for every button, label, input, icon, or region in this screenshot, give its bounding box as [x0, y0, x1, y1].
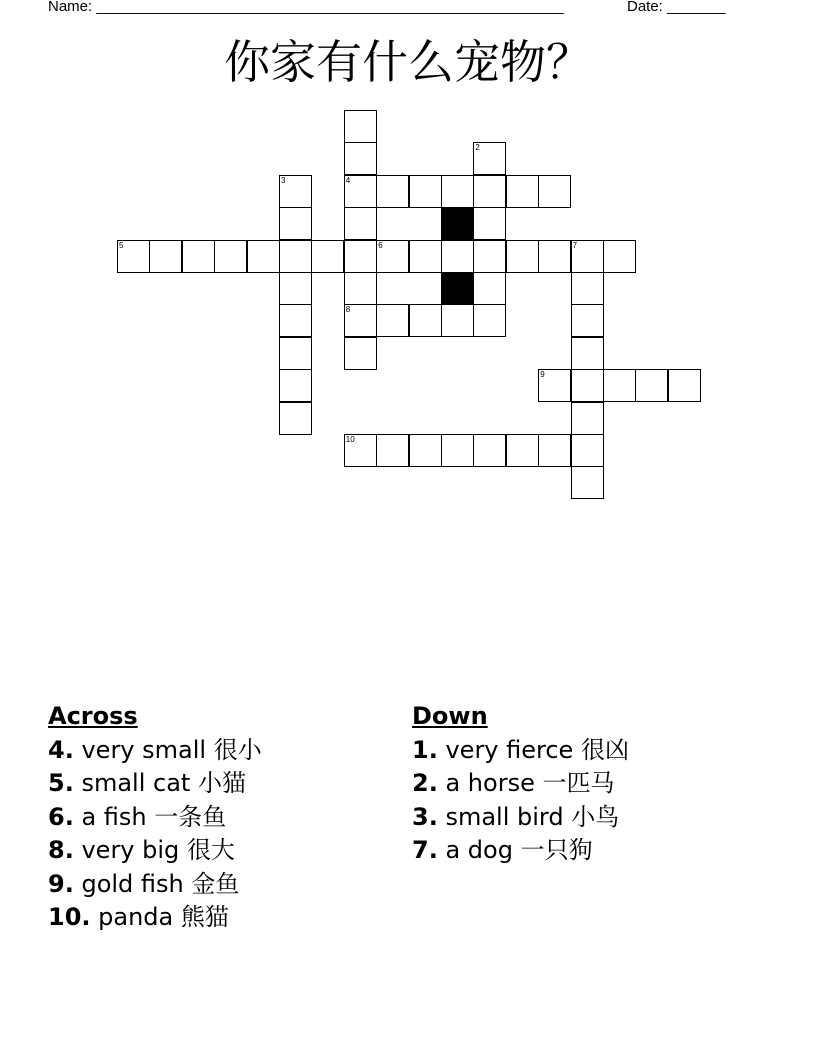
- grid-cell[interactable]: [376, 240, 409, 273]
- clue-across-5: [48, 767, 262, 801]
- cell-number: 3: [281, 175, 286, 185]
- grid-cell[interactable]: [279, 240, 312, 273]
- grid-cell[interactable]: [344, 110, 377, 143]
- clue-across-10: [48, 901, 262, 935]
- clue-text: panda 熊猫: [98, 903, 229, 931]
- grid-cell[interactable]: [571, 272, 604, 305]
- clue-number: 7.: [412, 836, 438, 864]
- grid-cell[interactable]: [279, 337, 312, 370]
- grid-cell[interactable]: [571, 240, 604, 273]
- grid-cell[interactable]: [473, 272, 506, 305]
- grid-cell[interactable]: [409, 304, 442, 337]
- cell-number: 10: [345, 435, 355, 444]
- grid-cell[interactable]: [571, 466, 604, 499]
- clue-down-3: [412, 801, 629, 835]
- clue-number: 3.: [412, 802, 438, 831]
- grid-cell[interactable]: [571, 402, 604, 435]
- clue-number: 1.: [412, 735, 438, 764]
- cell-number: 8: [345, 305, 351, 315]
- clue-down-2: [412, 767, 629, 801]
- grid-cell[interactable]: [247, 240, 280, 273]
- grid-cell[interactable]: [441, 240, 474, 273]
- grid-cell[interactable]: [473, 304, 506, 337]
- grid-cell[interactable]: [279, 369, 312, 402]
- grid-cell[interactable]: [344, 337, 377, 370]
- clue-across-8: [48, 834, 262, 868]
- clue-number: 4.: [48, 735, 74, 764]
- clue-text: very small 很小: [81, 735, 262, 764]
- cell-number: 4: [345, 175, 351, 185]
- down-heading: Down: [412, 702, 488, 730]
- grid-cell[interactable]: [473, 240, 506, 273]
- clue-number: 9.: [48, 869, 74, 898]
- cell-number: 2: [475, 143, 480, 153]
- grid-cell[interactable]: [182, 240, 215, 273]
- grid-cell[interactable]: [279, 207, 312, 240]
- cell-number: 6: [378, 240, 383, 250]
- page-title: 你家有什么宠物？: [224, 35, 592, 89]
- grid-cell[interactable]: [409, 175, 442, 208]
- grid-cell[interactable]: [214, 240, 247, 273]
- grid-cell[interactable]: [344, 304, 377, 337]
- grid-cell[interactable]: [441, 434, 474, 467]
- grid-cell[interactable]: [506, 175, 539, 208]
- grid-cell[interactable]: [571, 304, 604, 337]
- grid-cell[interactable]: [473, 175, 506, 208]
- clue-text: very fierce 很凶: [445, 735, 629, 764]
- clue-text: gold fish 金鱼: [81, 869, 240, 898]
- name-field[interactable]: Name: ________________________________________________________: [48, 0, 564, 15]
- grid-cell[interactable]: [473, 142, 506, 175]
- clue-text: small cat 小猫: [81, 769, 246, 797]
- clue-down-1: [412, 734, 629, 768]
- grid-cell[interactable]: [571, 434, 604, 467]
- across-clues: [48, 700, 262, 935]
- grid-cell[interactable]: [571, 369, 604, 402]
- clue-number: 10.: [48, 903, 91, 931]
- clue-across-6: [48, 801, 262, 835]
- grid-cell[interactable]: [538, 175, 571, 208]
- clue-text: a dog 一只狗: [445, 836, 593, 864]
- grid-cell[interactable]: [376, 304, 409, 337]
- date-field[interactable]: Date: _______: [627, 0, 726, 15]
- grid-cell[interactable]: [344, 240, 377, 273]
- clue-across-4: [48, 734, 262, 768]
- clue-down-7: [412, 834, 629, 868]
- cell-number: 5: [119, 240, 124, 250]
- grid-cell[interactable]: [344, 272, 377, 305]
- grid-cell[interactable]: [571, 337, 604, 370]
- grid-cell[interactable]: [538, 434, 571, 467]
- black-cell: [441, 207, 474, 240]
- grid-cell[interactable]: [538, 369, 571, 402]
- across-heading: Across: [48, 702, 138, 730]
- grid-cell[interactable]: [506, 434, 539, 467]
- clue-across-9: [48, 868, 262, 902]
- grid-cell[interactable]: [117, 240, 150, 273]
- grid-cell[interactable]: [441, 304, 474, 337]
- black-cell: [441, 272, 474, 305]
- grid-cell[interactable]: [441, 175, 474, 208]
- grid-cell[interactable]: [344, 434, 377, 467]
- grid-cell[interactable]: [473, 207, 506, 240]
- grid-cell[interactable]: [279, 304, 312, 337]
- clue-text: small bird 小鸟: [445, 802, 620, 831]
- grid-cell[interactable]: [635, 369, 668, 402]
- cell-number: 7: [572, 240, 578, 250]
- grid-cell[interactable]: [473, 434, 506, 467]
- grid-cell[interactable]: [668, 369, 701, 402]
- grid-cell[interactable]: [603, 369, 636, 402]
- grid-cell[interactable]: [538, 240, 571, 273]
- clue-number: 2.: [412, 769, 438, 797]
- grid-cell[interactable]: [344, 175, 377, 208]
- grid-cell[interactable]: [279, 175, 312, 208]
- clue-text: a fish 一条鱼: [81, 802, 227, 831]
- grid-cell[interactable]: [376, 175, 409, 208]
- grid-cell[interactable]: [376, 434, 409, 467]
- clue-number: 8.: [48, 836, 74, 864]
- clue-number: 5.: [48, 769, 74, 797]
- crossword-grid: [0, 0, 816, 520]
- grid-cell[interactable]: [311, 240, 344, 273]
- clue-text: a horse 一匹马: [445, 769, 615, 797]
- clue-number: 6.: [48, 802, 74, 831]
- grid-cell[interactable]: [506, 240, 539, 273]
- grid-cell[interactable]: [279, 402, 312, 435]
- clue-text: very big 很大: [81, 836, 235, 864]
- down-clues: [412, 700, 629, 868]
- grid-cell[interactable]: [344, 207, 377, 240]
- grid-cell[interactable]: [603, 240, 636, 273]
- grid-cell[interactable]: [409, 434, 442, 467]
- grid-cell[interactable]: [409, 240, 442, 273]
- grid-cell[interactable]: [279, 272, 312, 305]
- grid-cell[interactable]: [149, 240, 182, 273]
- cell-number: 9: [540, 370, 545, 380]
- grid-cell[interactable]: [344, 142, 377, 175]
